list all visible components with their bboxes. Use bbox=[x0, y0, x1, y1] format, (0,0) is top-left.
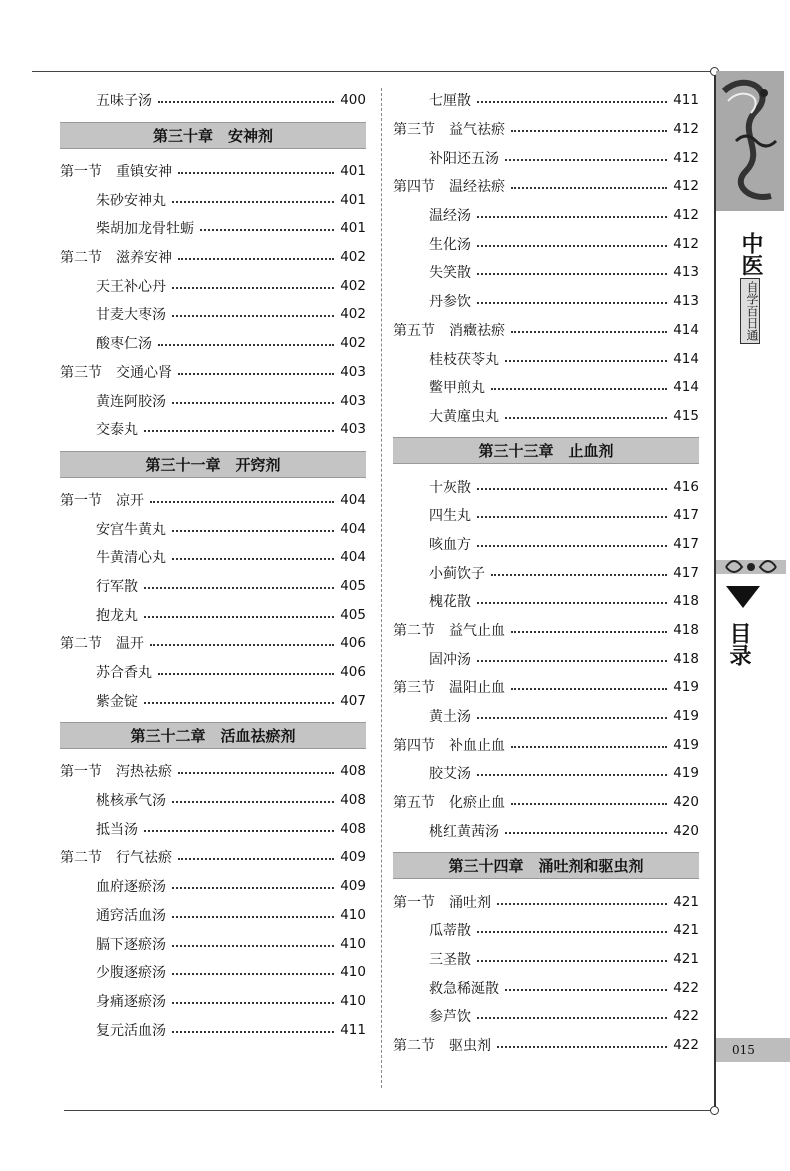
entry-page: 409 bbox=[340, 849, 366, 866]
entry-page: 401 bbox=[340, 191, 366, 208]
bottom-rule bbox=[64, 1110, 714, 1111]
chapter-heading: 第三十一章 开窍剂 bbox=[60, 451, 366, 478]
dot-leader bbox=[511, 187, 667, 189]
entry-title: 复元活血汤 bbox=[96, 1022, 166, 1039]
entry-page: 404 bbox=[340, 549, 366, 566]
formula-entry bbox=[60, 185, 366, 214]
dot-leader bbox=[172, 201, 334, 203]
entry-title: 第三节 交通心肾 bbox=[60, 364, 172, 381]
entry-page: 401 bbox=[340, 163, 366, 180]
book-brand bbox=[730, 232, 770, 344]
entry-page: 403 bbox=[340, 392, 366, 409]
entry-page: 414 bbox=[673, 379, 699, 396]
entry-title: 行军散 bbox=[96, 578, 138, 595]
formula-entry bbox=[60, 929, 366, 958]
entry-page: 421 bbox=[673, 893, 699, 910]
entry-title: 温经汤 bbox=[429, 208, 471, 225]
entry-title: 胶艾汤 bbox=[429, 766, 471, 783]
dot-leader bbox=[158, 101, 334, 103]
entry-title: 补阳还五汤 bbox=[429, 150, 499, 167]
formula-entry bbox=[393, 201, 699, 230]
entry-page: 421 bbox=[673, 950, 699, 967]
section-entry bbox=[393, 616, 699, 645]
dragon-ornament-icon bbox=[716, 71, 784, 211]
chapter-heading: 第三十三章 止血剂 bbox=[393, 437, 699, 464]
entry-page: 420 bbox=[673, 794, 699, 811]
dot-leader bbox=[511, 130, 667, 132]
dot-leader bbox=[178, 258, 334, 260]
entry-title: 酸枣仁汤 bbox=[96, 336, 152, 353]
formula-entry bbox=[60, 872, 366, 901]
dot-leader bbox=[491, 574, 667, 576]
dot-leader bbox=[511, 331, 667, 333]
dot-leader bbox=[477, 216, 667, 218]
entry-title: 紫金锭 bbox=[96, 693, 138, 710]
dot-leader bbox=[505, 360, 667, 362]
entry-page: 410 bbox=[340, 935, 366, 952]
entry-title: 朱砂安神丸 bbox=[96, 192, 166, 209]
dot-leader bbox=[158, 673, 334, 675]
formula-entry bbox=[60, 658, 366, 687]
entry-title: 第二节 滋养安神 bbox=[60, 250, 172, 267]
dot-leader bbox=[144, 587, 334, 589]
dot-leader bbox=[511, 746, 667, 748]
down-triangle-icon bbox=[726, 586, 760, 608]
entry-title: 失笑散 bbox=[429, 265, 471, 282]
entry-page: 412 bbox=[673, 121, 699, 138]
formula-entry bbox=[393, 472, 699, 501]
dot-leader bbox=[477, 101, 667, 103]
entry-page: 411 bbox=[340, 1021, 366, 1038]
entry-title: 黄连阿胶汤 bbox=[96, 393, 166, 410]
formula-entry bbox=[60, 300, 366, 329]
entry-page: 405 bbox=[340, 577, 366, 594]
entry-title: 第四节 补血止血 bbox=[393, 737, 505, 754]
section-entry bbox=[393, 316, 699, 345]
section-entry bbox=[60, 629, 366, 658]
formula-entry bbox=[60, 271, 366, 300]
formula-entry bbox=[393, 258, 699, 287]
entry-page: 405 bbox=[340, 606, 366, 623]
dot-leader bbox=[178, 373, 334, 375]
dot-leader bbox=[178, 172, 334, 174]
dot-leader bbox=[172, 530, 334, 532]
toc-right-column bbox=[393, 86, 699, 1059]
formula-entry bbox=[393, 817, 699, 846]
formula-entry bbox=[393, 702, 699, 731]
entry-page: 402 bbox=[340, 249, 366, 266]
section-entry bbox=[60, 157, 366, 186]
formula-entry bbox=[393, 530, 699, 559]
dot-leader bbox=[505, 989, 667, 991]
entry-page: 415 bbox=[673, 407, 699, 424]
dot-leader bbox=[477, 516, 667, 518]
entry-page: 411 bbox=[673, 92, 699, 109]
entry-title: 黄土汤 bbox=[429, 709, 471, 726]
formula-entry bbox=[393, 501, 699, 530]
formula-entry bbox=[60, 786, 366, 815]
toc-left-column bbox=[60, 86, 366, 1044]
dot-leader bbox=[178, 772, 334, 774]
entry-title: 第三节 益气祛瘀 bbox=[393, 122, 505, 139]
dot-leader bbox=[477, 960, 667, 962]
dot-leader bbox=[477, 931, 667, 933]
dot-leader bbox=[150, 501, 334, 503]
entry-title: 牛黄清心丸 bbox=[96, 550, 166, 567]
dot-leader bbox=[172, 916, 334, 918]
entry-title: 四生丸 bbox=[429, 508, 471, 525]
entry-title: 抵当汤 bbox=[96, 821, 138, 838]
entry-title: 丹参饮 bbox=[429, 294, 471, 311]
entry-title: 生化汤 bbox=[429, 236, 471, 253]
entry-title: 桂枝茯苓丸 bbox=[429, 351, 499, 368]
dot-leader bbox=[477, 602, 667, 604]
section-entry bbox=[393, 172, 699, 201]
formula-entry bbox=[60, 814, 366, 843]
entry-page: 412 bbox=[673, 235, 699, 252]
dot-leader bbox=[505, 159, 667, 161]
entry-page: 416 bbox=[673, 478, 699, 495]
side-border-line bbox=[714, 71, 716, 1111]
entry-title: 七厘散 bbox=[429, 93, 471, 110]
formula-entry bbox=[393, 945, 699, 974]
entry-page: 408 bbox=[340, 763, 366, 780]
formula-entry bbox=[393, 143, 699, 172]
entry-title: 第二节 驱虫剂 bbox=[393, 1037, 491, 1054]
section-entry bbox=[393, 1031, 699, 1060]
entry-title: 第四节 温经祛瘀 bbox=[393, 179, 505, 196]
entry-page: 404 bbox=[340, 520, 366, 537]
dot-leader bbox=[144, 830, 334, 832]
formula-entry bbox=[393, 86, 699, 115]
formula-entry bbox=[60, 1015, 366, 1044]
entry-page: 403 bbox=[340, 363, 366, 380]
dot-leader bbox=[172, 315, 334, 317]
dot-leader bbox=[172, 1031, 334, 1033]
entry-page: 407 bbox=[340, 692, 366, 709]
formula-entry bbox=[393, 373, 699, 402]
entry-page: 402 bbox=[340, 277, 366, 294]
entry-title: 小蓟饮子 bbox=[429, 565, 485, 582]
dot-leader bbox=[511, 631, 667, 633]
entry-title: 少腹逐瘀汤 bbox=[96, 965, 166, 982]
entry-page: 419 bbox=[673, 765, 699, 782]
entry-title: 膈下逐瘀汤 bbox=[96, 936, 166, 953]
section-entry bbox=[60, 757, 366, 786]
entry-page: 414 bbox=[673, 350, 699, 367]
section-entry bbox=[393, 115, 699, 144]
entry-title: 甘麦大枣汤 bbox=[96, 307, 166, 324]
entry-page: 421 bbox=[673, 922, 699, 939]
entry-page: 417 bbox=[673, 507, 699, 524]
chapter-heading: 第三十章 安神剂 bbox=[60, 122, 366, 149]
brand-main: 中医 bbox=[738, 232, 763, 276]
entry-page: 401 bbox=[340, 220, 366, 237]
corner-dot-bottom bbox=[710, 1106, 719, 1115]
entry-page: 409 bbox=[340, 878, 366, 895]
entry-page: 412 bbox=[673, 149, 699, 166]
dot-leader bbox=[144, 616, 334, 618]
formula-entry bbox=[60, 543, 366, 572]
column-divider bbox=[381, 88, 382, 1088]
entry-page: 402 bbox=[340, 306, 366, 323]
entry-title: 十灰散 bbox=[429, 479, 471, 496]
entry-page: 403 bbox=[340, 421, 366, 438]
entry-page: 422 bbox=[673, 1036, 699, 1053]
entry-page: 419 bbox=[673, 736, 699, 753]
entry-page: 413 bbox=[673, 264, 699, 281]
formula-entry bbox=[60, 214, 366, 243]
dot-leader bbox=[477, 545, 667, 547]
dot-leader bbox=[477, 245, 667, 247]
entry-title: 槐花散 bbox=[429, 594, 471, 611]
entry-title: 固冲汤 bbox=[429, 651, 471, 668]
dot-leader bbox=[491, 388, 667, 390]
entry-page: 418 bbox=[673, 593, 699, 610]
entry-title: 第一节 凉开 bbox=[60, 492, 144, 509]
entry-title: 瓜蒂散 bbox=[429, 923, 471, 940]
entry-page: 410 bbox=[340, 964, 366, 981]
entry-title: 第二节 温开 bbox=[60, 636, 144, 653]
section-entry bbox=[393, 673, 699, 702]
dot-leader bbox=[477, 660, 667, 662]
entry-title: 天王补心丹 bbox=[96, 278, 166, 295]
formula-entry bbox=[60, 901, 366, 930]
entry-page: 417 bbox=[673, 564, 699, 581]
entry-title: 身痛逐瘀汤 bbox=[96, 993, 166, 1010]
entry-page: 408 bbox=[340, 820, 366, 837]
entry-page: 418 bbox=[673, 650, 699, 667]
entry-title: 交泰丸 bbox=[96, 422, 138, 439]
entry-title: 血府逐瘀汤 bbox=[96, 879, 166, 896]
entry-page: 408 bbox=[340, 792, 366, 809]
formula-entry bbox=[60, 329, 366, 358]
entry-title: 大黄廑虫丸 bbox=[429, 408, 499, 425]
entry-title: 柴胡加龙骨牡蛎 bbox=[96, 221, 194, 238]
formula-entry bbox=[393, 287, 699, 316]
entry-title: 参芦饮 bbox=[429, 1009, 471, 1026]
dot-leader bbox=[172, 801, 334, 803]
dot-leader bbox=[497, 1046, 667, 1048]
entry-title: 第三节 温阳止血 bbox=[393, 680, 505, 697]
section-entry bbox=[60, 243, 366, 272]
formula-entry bbox=[393, 973, 699, 1002]
dot-leader bbox=[477, 1017, 667, 1019]
entry-page: 406 bbox=[340, 635, 366, 652]
entry-page: 422 bbox=[673, 1008, 699, 1025]
entry-page: 420 bbox=[673, 822, 699, 839]
section-entry bbox=[393, 730, 699, 759]
formula-entry bbox=[393, 558, 699, 587]
dot-leader bbox=[505, 832, 667, 834]
section-entry bbox=[393, 788, 699, 817]
dot-leader bbox=[172, 945, 334, 947]
entry-page: 410 bbox=[340, 992, 366, 1009]
entry-title: 三圣散 bbox=[429, 951, 471, 968]
dot-leader bbox=[158, 344, 334, 346]
formula-entry bbox=[393, 587, 699, 616]
entry-page: 418 bbox=[673, 622, 699, 639]
dot-leader bbox=[172, 887, 334, 889]
chapter-heading: 第三十二章 活血祛瘀剂 bbox=[60, 722, 366, 749]
formula-entry bbox=[393, 1002, 699, 1031]
dot-leader bbox=[150, 644, 334, 646]
entry-page: 413 bbox=[673, 293, 699, 310]
entry-page: 404 bbox=[340, 491, 366, 508]
formula-entry bbox=[393, 644, 699, 673]
entry-title: 抱龙丸 bbox=[96, 607, 138, 624]
scroll-ornament-icon bbox=[716, 552, 786, 582]
formula-entry bbox=[393, 344, 699, 373]
entry-page: 400 bbox=[340, 92, 366, 109]
section-label: 目录 bbox=[726, 622, 751, 666]
entry-title: 鳖甲煎丸 bbox=[429, 380, 485, 397]
formula-entry bbox=[60, 987, 366, 1016]
entry-title: 第一节 重镇安神 bbox=[60, 164, 172, 181]
entry-page: 422 bbox=[673, 979, 699, 996]
dot-leader bbox=[477, 273, 667, 275]
dot-leader bbox=[144, 430, 334, 432]
brand-sub: 自学百日通 bbox=[740, 278, 760, 344]
entry-title: 第二节 行气祛瘀 bbox=[60, 850, 172, 867]
formula-entry bbox=[393, 229, 699, 258]
entry-page: 414 bbox=[673, 321, 699, 338]
entry-page: 417 bbox=[673, 535, 699, 552]
entry-page: 412 bbox=[673, 178, 699, 195]
entry-page: 419 bbox=[673, 708, 699, 725]
entry-page: 406 bbox=[340, 664, 366, 681]
dot-leader bbox=[172, 287, 334, 289]
formula-entry bbox=[393, 759, 699, 788]
dot-leader bbox=[172, 973, 334, 975]
section-entry bbox=[393, 887, 699, 916]
dot-leader bbox=[497, 903, 667, 905]
formula-entry bbox=[60, 600, 366, 629]
dot-leader bbox=[477, 717, 667, 719]
formula-entry bbox=[393, 402, 699, 431]
formula-entry bbox=[60, 514, 366, 543]
formula-entry bbox=[60, 86, 366, 115]
formula-entry bbox=[60, 958, 366, 987]
chapter-heading: 第三十四章 涌吐剂和驱虫剂 bbox=[393, 852, 699, 879]
entry-page: 419 bbox=[673, 679, 699, 696]
entry-page: 412 bbox=[673, 207, 699, 224]
dot-leader bbox=[511, 803, 667, 805]
dot-leader bbox=[505, 417, 667, 419]
entry-title: 第五节 消癥祛瘀 bbox=[393, 322, 505, 339]
entry-page: 410 bbox=[340, 906, 366, 923]
entry-title: 第一节 涌吐剂 bbox=[393, 894, 491, 911]
entry-title: 第五节 化瘀止血 bbox=[393, 795, 505, 812]
entry-title: 安宫牛黄丸 bbox=[96, 521, 166, 538]
dot-leader bbox=[172, 558, 334, 560]
dot-leader bbox=[200, 229, 334, 231]
dot-leader bbox=[477, 302, 667, 304]
formula-entry bbox=[393, 916, 699, 945]
entry-title: 通窍活血汤 bbox=[96, 907, 166, 924]
dot-leader bbox=[477, 488, 667, 490]
formula-entry bbox=[60, 386, 366, 415]
entry-title: 救急稀涎散 bbox=[429, 980, 499, 997]
formula-entry bbox=[60, 572, 366, 601]
dot-leader bbox=[477, 774, 667, 776]
entry-title: 桃红黄茜汤 bbox=[429, 823, 499, 840]
dot-leader bbox=[172, 1002, 334, 1004]
dot-leader bbox=[511, 688, 667, 690]
section-entry bbox=[60, 358, 366, 387]
entry-title: 五味子汤 bbox=[96, 93, 152, 110]
entry-title: 第二节 益气止血 bbox=[393, 623, 505, 640]
section-entry bbox=[60, 486, 366, 515]
dot-leader bbox=[178, 858, 334, 860]
entry-page: 402 bbox=[340, 335, 366, 352]
dot-leader bbox=[172, 402, 334, 404]
entry-title: 第一节 泻热祛瘀 bbox=[60, 764, 172, 781]
entry-title: 咳血方 bbox=[429, 536, 471, 553]
formula-entry bbox=[60, 686, 366, 715]
entry-title: 桃核承气汤 bbox=[96, 793, 166, 810]
dot-leader bbox=[144, 702, 334, 704]
formula-entry bbox=[60, 415, 366, 444]
entry-title: 苏合香丸 bbox=[96, 665, 152, 682]
page-number: 015 bbox=[716, 1038, 790, 1062]
top-rule bbox=[32, 71, 714, 72]
section-entry bbox=[60, 843, 366, 872]
